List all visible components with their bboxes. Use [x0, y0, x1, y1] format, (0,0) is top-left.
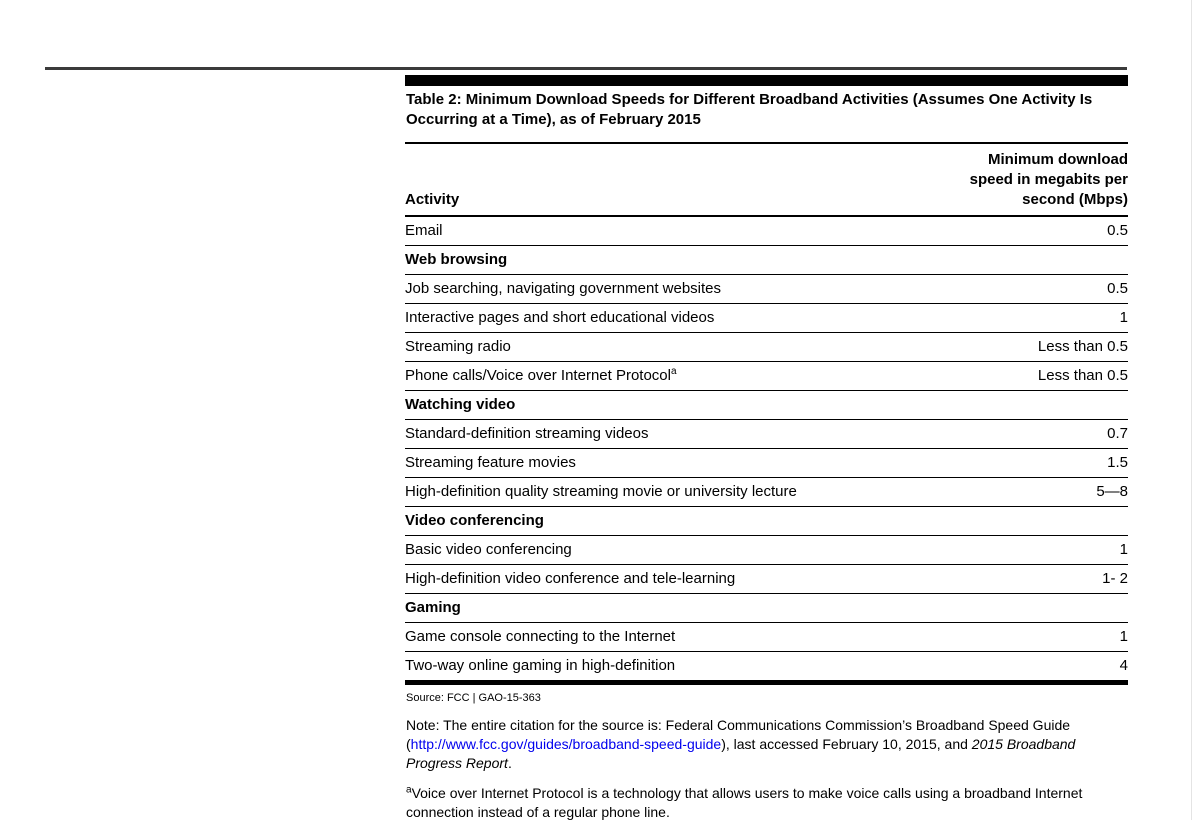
activity-label: Streaming radio	[405, 338, 511, 355]
table-row	[405, 362, 1128, 391]
table-row	[405, 536, 1128, 565]
activity-cell	[405, 216, 953, 246]
activity-cell	[405, 333, 953, 362]
broadband-speeds-table	[405, 142, 1128, 685]
table-row	[405, 420, 1128, 449]
note-report-title: 2015 Broadband Progress Report	[406, 736, 1076, 771]
activity-label: Interactive pages and short educational videos	[405, 309, 715, 326]
page-right-edge-line	[1191, 0, 1192, 820]
speed-cell: Less than 0.5	[953, 362, 1128, 391]
note-text-before-link: Note: The entire citation for the source is: Federal Communications Commission’s Broadband Speed Guide (	[406, 717, 1071, 752]
activity-label: Streaming feature movies	[405, 454, 576, 471]
activity-label: High-definition video conference and tele-learning	[405, 570, 736, 587]
activity-label: Standard-definition streaming videos	[405, 425, 649, 442]
activity-cell	[405, 652, 953, 683]
table-row	[405, 333, 1128, 362]
section-row	[405, 594, 1128, 623]
activity-cell	[405, 449, 953, 478]
speed-cell: 0.7	[953, 420, 1128, 449]
speed-cell: Less than 0.5	[953, 333, 1128, 362]
header-row	[405, 143, 1128, 216]
activity-cell	[405, 623, 953, 652]
activity-cell	[405, 275, 953, 304]
section-row	[405, 246, 1128, 275]
activity-cell	[405, 478, 953, 507]
source-line: Source: FCC | GAO-15-363	[406, 692, 541, 704]
activity-cell	[405, 304, 953, 333]
note-text-after-link: ), last accessed February 10, 2015, and	[721, 736, 972, 752]
section-label: Gaming	[405, 594, 1128, 623]
page-top-rule	[45, 67, 1127, 70]
activity-label: Job searching, navigating government websites	[405, 280, 722, 297]
speed-cell: 0.5	[953, 216, 1128, 246]
column-header-speed: Minimum download speed in megabits per second (Mbps)	[953, 143, 1128, 216]
activity-cell	[405, 420, 953, 449]
activity-label: Basic video conferencing	[405, 541, 572, 558]
section-label: Web browsing	[405, 246, 1128, 275]
activity-cell	[405, 362, 953, 391]
note-period: .	[507, 755, 512, 771]
speed-cell: 1.5	[953, 449, 1128, 478]
activity-label: Game console connecting to the Internet	[405, 628, 676, 645]
speed-cell: 1	[953, 536, 1128, 565]
table-row	[405, 275, 1128, 304]
activity-label: High-definition quality streaming movie or university lecture	[405, 483, 797, 500]
footnote-ref: a	[671, 366, 677, 377]
fcc-broadband-guide-link[interactable]: http://www.fcc.gov/guides/broadband-speed-guide	[410, 736, 722, 752]
note-paragraph	[405, 716, 1111, 773]
speed-cell: 5—8	[953, 478, 1128, 507]
speed-cell: 1	[953, 304, 1128, 333]
table-row	[405, 565, 1128, 594]
speed-cell: 1	[953, 623, 1128, 652]
activity-label: Email	[405, 222, 443, 239]
speed-cell: 4	[953, 652, 1128, 683]
table-block	[405, 75, 1128, 820]
table-row	[405, 304, 1128, 333]
footnote-marker: a	[406, 784, 412, 796]
activity-label: Phone calls/Voice over Internet Protocol	[405, 367, 671, 384]
speed-cell: 1- 2	[953, 565, 1128, 594]
activity-label: Two-way online gaming in high-definition	[405, 657, 676, 674]
section-row	[405, 507, 1128, 536]
table-header	[405, 143, 1128, 216]
section-label: Watching video	[405, 391, 1128, 420]
section-row	[405, 391, 1128, 420]
table-row	[405, 216, 1128, 246]
table-body	[405, 216, 1128, 683]
section-label: Video conferencing	[405, 507, 1128, 536]
table-row	[405, 478, 1128, 507]
footnote-text: Voice over Internet Protocol is a technology that allows users to make voice calls using a broadband Internet connection instead of a regular phone line.	[406, 785, 1083, 820]
activity-cell	[405, 565, 953, 594]
footnote-a	[405, 784, 1111, 820]
table-row	[405, 623, 1128, 652]
speed-cell: 0.5	[953, 275, 1128, 304]
table-top-bar	[405, 75, 1128, 86]
activity-cell	[405, 536, 953, 565]
table-title: Table 2: Minimum Download Speeds for Different Broadband Activities (Assumes One Activity Is Occurring at a Time), as of February 2015	[406, 91, 1093, 128]
table-row	[405, 652, 1128, 683]
column-header-activity: Activity	[405, 143, 953, 216]
table-row	[405, 449, 1128, 478]
